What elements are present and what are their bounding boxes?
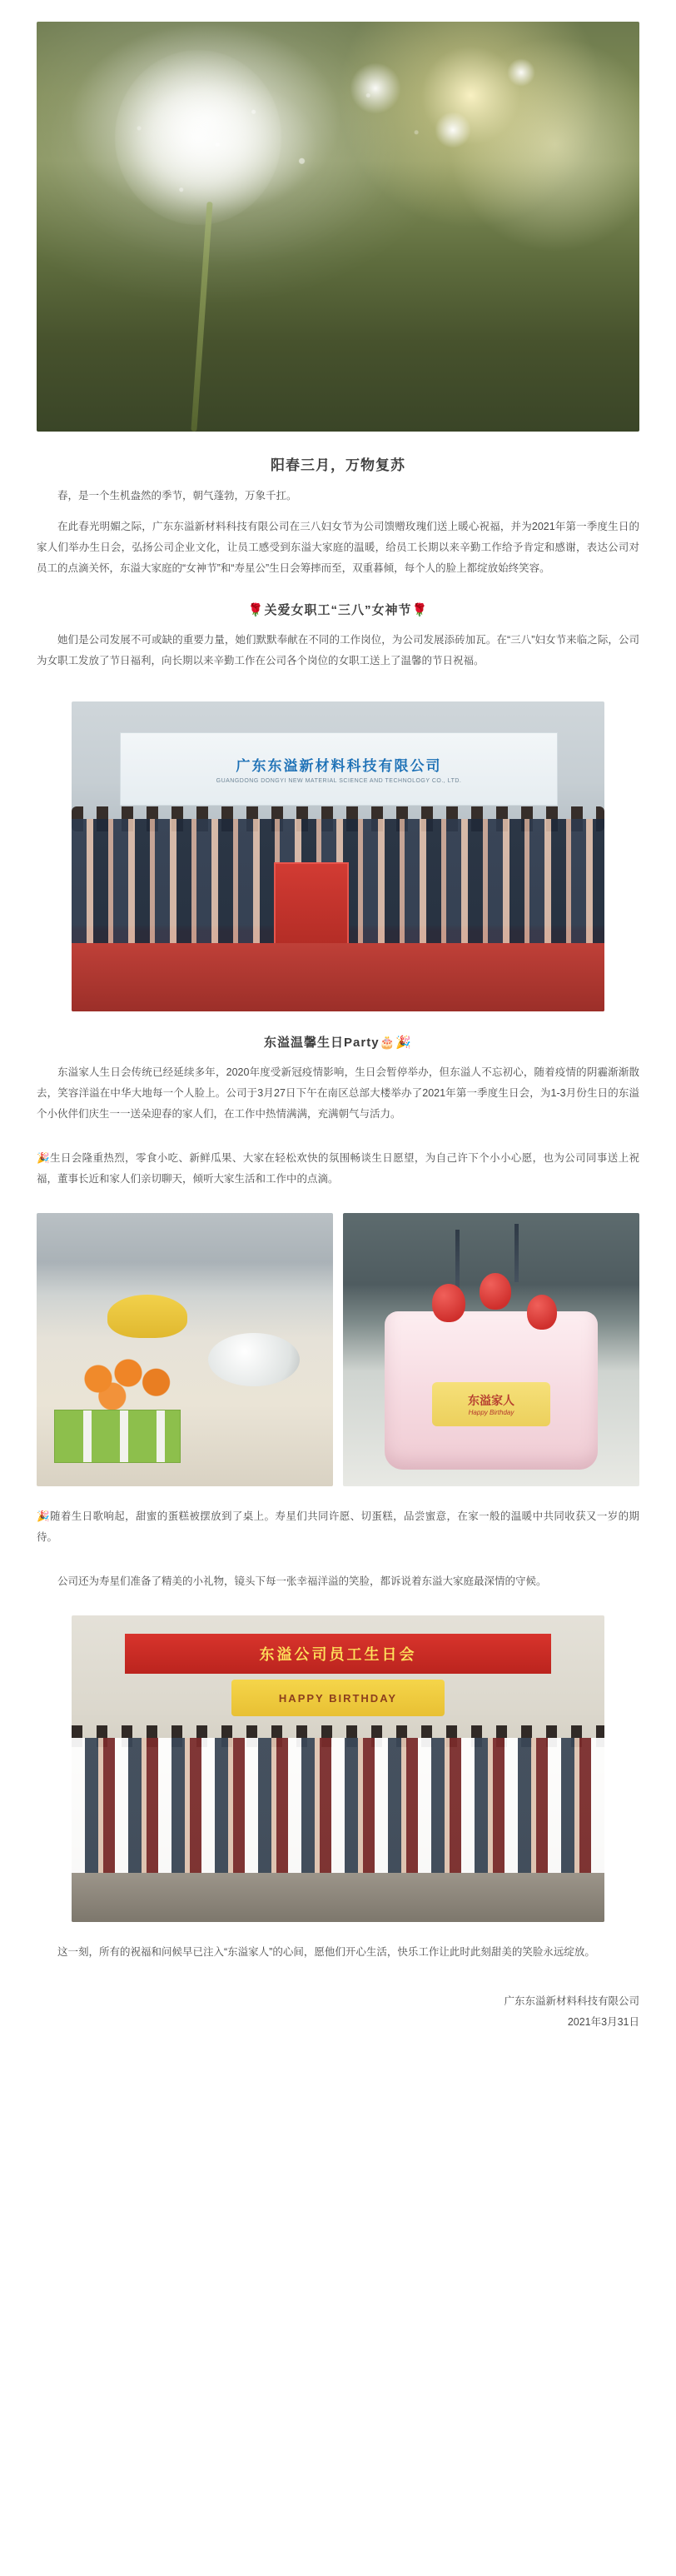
floating-seed-3 (507, 58, 535, 87)
intro-paragraph-1: 春，是一个生机盎然的季节，朝气蓬勃，万象千扛。 (57, 490, 297, 502)
section-heading-womens-day: 🌹关爱女职工“三八”女神节🌹 (247, 603, 429, 617)
spacer (37, 1922, 639, 1942)
document-footer (37, 1991, 639, 2033)
floating-seed-1 (350, 62, 401, 114)
company-banner-en: GUANGDONG DONGYI NEW MATERIAL SCIENCE AND TECHNOLOGY CO., LTD. (216, 777, 462, 784)
spacer (37, 1602, 639, 1615)
birthday-paragraph-3: 🎉随着生日歌响起，甜蜜的蛋糕被摆放到了桌上。寿星们共同许愿、切蛋糕，品尝蜜意，在家一般的温暖中共同收获又一岁的期待。 (37, 1510, 639, 1543)
dandelion-seedhead-shape (115, 50, 281, 225)
birthday-paragraph-2: 🎉生日会隆重热烈，零食小吃、新鲜瓜果、大家在轻松欢快的氛围畅谈生日愿望，为自己许下个小小心愿，也为公司同事送上祝福，董事长近和家人们亲切聊天，倾听大家生活和工作中的点滴。 (37, 1152, 639, 1185)
birthday-paragraph-1: 东溢家人生日会传统已经延续多年，2020年度受新冠疫情影响，生日会暂停举办，但东溢人不忘初心，随着疫情的阴霾渐渐散去，笑容洋溢在中华大地每一个人脸上。公司于3月27日下午在南区总部大楼举办了2021年第一季度生日会，为1-3月份生日的东溢个小伙伴们庆生一一送朵迎春的家人们，在工作中热情满满，充满朝气与活力。 (37, 1066, 639, 1120)
birthday-party-group-photo (72, 1615, 604, 1922)
intro-paragraph-2: 在此春光明媚之际，广东东溢新材料科技有限公司在三八妇女节为公司馈赠玫瑰们送上暖心祝福，并为2021年第一季度生日的家人们举办生日会，弘扬公司企业文化，让员工感受到东溢大家庭的温暖，给员工长期以来辛勤工作给予肯定和感谢，表达公司对员工的点滴关怀，东溢大家庭的“女神节”和“寿星公”生日会筹摔而至，双重暮倾，每个人的脸上都绽放始终笑容。 (37, 521, 639, 574)
strawberry-1-shape (432, 1284, 465, 1322)
spacer (37, 1558, 639, 1571)
cake-plaque-line1: 东溢家人 (467, 1394, 514, 1408)
candle-2-shape (514, 1224, 519, 1282)
candle-1-shape (455, 1230, 460, 1288)
snack-table-photo (37, 1213, 333, 1486)
dandelion-stem-shape (191, 202, 213, 432)
page-title: 阳春三月，万物复苏 (271, 457, 405, 473)
dandelion-seedhead-photo (37, 22, 639, 432)
women-day-group-photo (72, 701, 604, 1011)
company-banner-cn: 广东东溢新材料科技有限公司 (236, 757, 442, 774)
footer-company: 广东东溢新材料科技有限公司 (504, 1995, 639, 2007)
birthday-paragraph-4: 公司还为寿星们准备了精美的小礼物，镜头下每一张幸福洋溢的笑脸，都诉说着东溢大家庭最深情的守候。 (57, 1575, 547, 1587)
cake-plaque-line2: Happy Birthday (468, 1409, 514, 1417)
spacer (37, 1135, 639, 1148)
strawberry-2-shape (480, 1273, 511, 1310)
strawberry-3-shape (527, 1295, 557, 1330)
birthday-banner-text: 东溢公司员工生日会 (259, 1645, 417, 1663)
spacer (37, 1200, 639, 1213)
fruit-bowl-shape (208, 1333, 300, 1386)
oranges-shape (78, 1355, 178, 1414)
snack-boxes-shape (54, 1410, 181, 1463)
birthday-photo-row (37, 1213, 639, 1486)
party-photo-people (72, 1738, 604, 1873)
party-photo-ground (72, 1873, 604, 1922)
birthday-cake-photo (343, 1213, 639, 1486)
spacer (37, 681, 639, 701)
birthday-banner (125, 1634, 551, 1674)
floating-seed-2 (435, 112, 471, 148)
happy-birthday-sign: HAPPY BIRTHDAY (231, 1680, 445, 1716)
womens-day-paragraph: 她们是公司发展不可或缺的重要力量，她们默默奉献在不同的工作岗位，为公司发展添砖加瓦。在“三八”妇女节来临之际，公司为女职工发放了节日福利，向长期以来辛勤工作在公司各个岗位的女职工送上了温馨的节日祝福。 (37, 634, 639, 666)
spacer (37, 1486, 639, 1506)
red-carpet-shape (72, 943, 604, 1011)
gift-boxes-shape (274, 862, 349, 946)
section-heading-birthday: 东溢温馨生日Party🎂🎉 (264, 1036, 412, 1050)
cake-plaque (432, 1382, 550, 1425)
footer-date: 2021年3月31日 (567, 2016, 639, 2028)
company-banner (120, 732, 559, 806)
bananas-shape (107, 1295, 187, 1338)
closing-paragraph: 这一刻，所有的祝福和问候早已注入“东溢家人”的心间，愿他们开心生活，快乐工作让此时此刻甜美的笑脸永远绽放。 (57, 1946, 595, 1958)
